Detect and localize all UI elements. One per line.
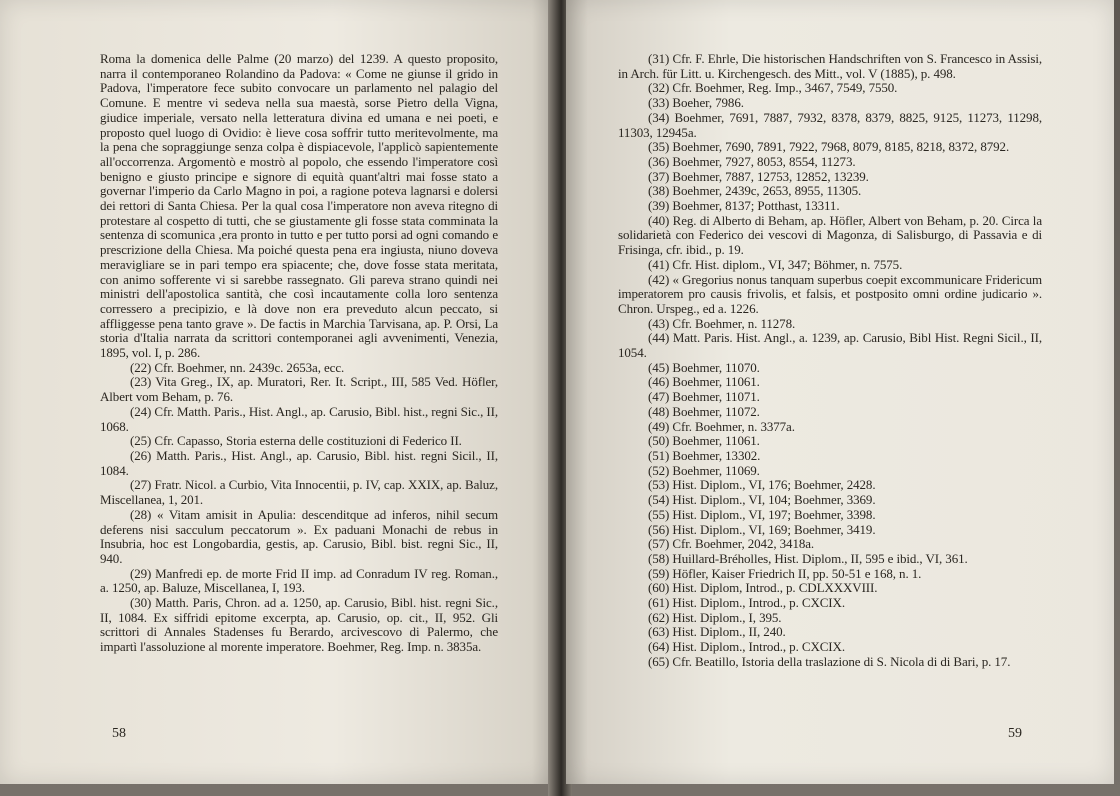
left-page — [0, 0, 554, 784]
footnote: (34) Boehmer, 7691, 7887, 7932, 8378, 8379, 8825, 9125, 11273, 11298, 11303, 12945a. — [618, 109, 1042, 140]
footnote: (46) Boehmer, 11061. — [648, 374, 760, 390]
right-page-text — [618, 52, 1042, 670]
footnote: (40) Reg. di Alberto di Beham, ap. Höfler, Albert von Beham, p. 20. Circa la solidarietà con Federico dei vescovi di Magonza, di Salisburgo, di Passavia e di Frisinga, cfr. ibid., p. 19. — [618, 212, 1042, 258]
footnote: (60) Hist. Diplom, Introd., p. CDLXXXVIII. — [648, 580, 878, 596]
footnote: (61) Hist. Diplom., Introd., p. CXCIX. — [648, 595, 845, 611]
footnote: (48) Boehmer, 11072. — [648, 403, 760, 419]
footnote: (59) Höfler, Kaiser Friedrich II, pp. 50-51 e 168, n. 1. — [648, 565, 922, 581]
footnote: (42) « Gregorius nonus tanquam superbus coepit excommunicare Fridericum imperatorem pro causis frivolis, et falsis, et postposito omni ordine judicario ». Chron. Urspeg., ed a. 1226. — [618, 271, 1042, 316]
footnote: (28) « Vitam amisit in Apulia: descenditque ad inferos, nihil secum deferens nisi sacculum peccatorum ». Ex paduani Monachi de rebus in Insubria, hoc est Longobardia, gestis, ap. Carusio, Bibl. bist. regni Sic., II, 940. — [100, 506, 498, 566]
footnote: (36) Boehmer, 7927, 8053, 8554, 11273. — [648, 153, 856, 169]
footnote: (47) Boehmer, 11071. — [648, 389, 760, 405]
footnote: (55) Hist. Diplom., VI, 197; Boehmer, 3398. — [648, 506, 876, 522]
text-paragraph: Roma la domenica delle Palme (20 marzo) del 1239. A questo proposito, narra il contemporaneo Rolandino da Padova: « Come ne giunse il grido in Padova, l'imperatore fece subito convocare un parlamento nel palagio del Comune. E mentre vi sedeva nella sua maestà, sorse Pietro della Vigna, giudice imperiale, versato nella letteratura divina ed umana e nei poeti, e proposto quel luogo di Ovidio: è lieve cosa soffrir tutto meritevolmente, ma la pena che sopraggiunge senza colpa è dispiacevole, l'applicò sapientemente all'occorrenza. Argomentò e mostrò al popolo, che essendo l'imperatore così benigno e giusto principe e signore di equità quant'altri mai fosse stato a governar l'imperio da Carlo Magno in poi, a ragione poteva lagnarsi e dolersi dei rettori di Santa Chiesa. Per la qual cosa l'imperatore non aveva ritegno di protestare al cospetto di tutti, che se giustamente gli fosse stata comminata la sentenza di scomunica ,era pronto in tutto e per tutto porsi ad ogni comando e prescrizione della Chiesa. Ma poiché questa pena era ingiusta, niuno doveva meravigliare se in pari tempo era spiacente; che, dove fosse stata meritata, con animo sofferente vi si sarebbe rassegnato. Gli pareva strano quindi nei ministri dell'apostolica santità, che così incautamente colla loro sentenza corressero a precipizio, e là dove non era preveduto alcun peccato, si affliggesse pena tanto grave ». De factis in Marchia Tarvisana, ap. P. Orsi, La storia d'Italia narrata da scrittori contemporanei agli avvenimenti, Venezia, 1895, vol. I, p. 286. — [100, 51, 498, 361]
footnote: (58) Huillard-Bréholles, Hist. Diplom., II, 595 e ibid., VI, 361. — [648, 550, 968, 566]
footnote: (22) Cfr. Boehmer, nn. 2439c. 2653a, ecc. — [130, 359, 345, 375]
footnote: (63) Hist. Diplom., II, 240. — [648, 624, 786, 640]
footnote: (53) Hist. Diplom., VI, 176; Boehmer, 2428. — [648, 477, 876, 493]
footnote: (41) Cfr. Hist. diplom., VI, 347; Böhmer, n. 7575. — [648, 256, 903, 272]
footnote: (52) Boehmer, 11069. — [648, 462, 760, 478]
footnote: (56) Hist. Diplom., VI, 169; Boehmer, 3419. — [648, 521, 876, 537]
page-number: 58 — [112, 726, 126, 741]
footnote: (32) Cfr. Boehmer, Reg. Imp., 3467, 7549, 7550. — [648, 80, 898, 96]
footnote: (51) Boehmer, 13302. — [648, 447, 761, 463]
footnote: (23) Vita Greg., IX, ap. Muratori, Rer. It. Script., III, 585 Ved. Höfler, Albert vom Beham, p. 76. — [100, 374, 498, 405]
footnote: (30) Matth. Paris, Chron. ad a. 1250, ap. Carusio, Bibl. hist. regni Sic., II, 1084. Ex siffridi epitome excerpta, ap. Carusio, op. cit., II, 952. Gli scrittori di Annales Stadenses fu Berardo, arcivescovo di Palermo, che impartì l'assoluzione al morente imperatore. Boehmer, Reg. Imp. n. 3835a. — [100, 595, 498, 655]
footnote: (43) Cfr. Boehmer, n. 11278. — [648, 315, 796, 331]
footnote: (44) Matt. Paris. Hist. Angl., a. 1239, ap. Carusio, Bibl Hist. Regni Sicil., II, 1054. — [618, 330, 1042, 361]
footnote: (27) Fratr. Nicol. a Curbio, Vita Innocentii, p. IV, cap. XXIX, ap. Baluz, Miscellanea, 1, 201. — [100, 477, 498, 508]
footnote: (37) Boehmer, 7887, 12753, 12852, 13239. — [648, 168, 869, 184]
page-number: 59 — [1008, 726, 1022, 741]
footnote: (24) Cfr. Matth. Paris., Hist. Angl., ap. Carusio, Bibl. hist., regni Sic., II, 1068. — [100, 403, 498, 434]
right-page — [566, 0, 1114, 784]
footnote: (54) Hist. Diplom., VI, 104; Boehmer, 3369. — [648, 492, 876, 508]
footnote: (64) Hist. Diplom., Introd., p. CXCIX. — [648, 639, 845, 655]
footnote: (57) Cfr. Boehmer, 2042, 3418a. — [648, 536, 815, 552]
footnote: (25) Cfr. Capasso, Storia esterna delle costituzioni di Federico II. — [130, 433, 462, 449]
footnote: (49) Cfr. Boehmer, n. 3377a. — [648, 418, 795, 434]
footnote: (39) Boehmer, 8137; Potthast, 13311. — [648, 198, 840, 214]
footnote: (45) Boehmer, 11070. — [648, 359, 760, 375]
footnote: (29) Manfredi ep. de morte Frid II imp. ad Conradum IV reg. Roman., a. 1250, ap. Baluze, Miscellanea, I, 193. — [100, 565, 498, 596]
footnote: (65) Cfr. Beatillo, Istoria della traslazione di S. Nicola di di Bari, p. 17. — [648, 653, 1011, 669]
footnote: (26) Matth. Paris., Hist. Angl., ap. Carusio, Bibl. hist. regni Sicil., II, 1084. — [100, 447, 498, 478]
footnote: (50) Boehmer, 11061. — [648, 433, 760, 449]
footnote: (33) Boeher, 7986. — [648, 95, 744, 111]
footnote: (35) Boehmer, 7690, 7891, 7922, 7968, 8079, 8185, 8218, 8372, 8792. — [648, 139, 1010, 155]
footnote: (31) Cfr. F. Ehrle, Die historischen Handschriften von S. Francesco in Assisi, in Arch. für Litt. u. Kirchengesch. des Mitt., vol. V (1885), p. 498. — [618, 51, 1042, 81]
footnote: (38) Boehmer, 2439c, 2653, 8955, 11305. — [648, 183, 862, 199]
footnote: (62) Hist. Diplom., I, 395. — [648, 609, 782, 625]
left-page-text — [100, 52, 498, 655]
